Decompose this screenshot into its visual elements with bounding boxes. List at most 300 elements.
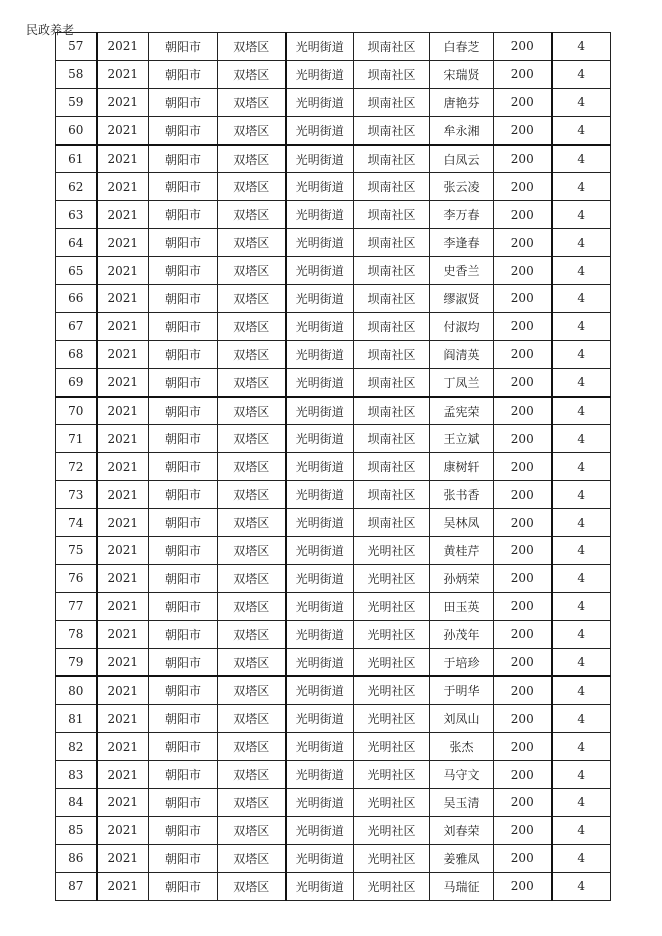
cell-street: 光明街道 <box>286 648 354 676</box>
cell-months: 4 <box>552 872 611 900</box>
cell-year: 2021 <box>97 648 149 676</box>
cell-city: 朝阳市 <box>149 88 218 116</box>
table-row <box>56 425 611 453</box>
cell-row-number: 76 <box>56 564 97 592</box>
cell-year: 2021 <box>97 201 149 229</box>
cell-district: 双塔区 <box>218 676 286 704</box>
cell-city: 朝阳市 <box>149 368 218 396</box>
cell-months: 4 <box>552 705 611 733</box>
cell-community: 光明社区 <box>354 648 430 676</box>
cell-months: 4 <box>552 564 611 592</box>
table-row <box>56 257 611 285</box>
cell-name: 张杰 <box>430 733 494 761</box>
cell-name: 王立斌 <box>430 425 494 453</box>
cell-community: 光明社区 <box>354 844 430 872</box>
cell-name: 阎清英 <box>430 340 494 368</box>
cell-city: 朝阳市 <box>149 201 218 229</box>
cell-community: 坝南社区 <box>354 397 430 425</box>
cell-street: 光明街道 <box>286 453 354 481</box>
cell-months: 4 <box>552 116 611 144</box>
cell-district: 双塔区 <box>218 705 286 733</box>
table-row <box>56 761 611 789</box>
cell-row-number: 57 <box>56 33 97 61</box>
cell-district: 双塔区 <box>218 648 286 676</box>
cell-district: 双塔区 <box>218 872 286 900</box>
cell-name: 黄桂芹 <box>430 537 494 565</box>
cell-year: 2021 <box>97 509 149 537</box>
cell-amount: 200 <box>494 60 552 88</box>
cell-city: 朝阳市 <box>149 537 218 565</box>
cell-city: 朝阳市 <box>149 145 218 173</box>
cell-row-number: 86 <box>56 844 97 872</box>
cell-district: 双塔区 <box>218 397 286 425</box>
cell-amount: 200 <box>494 761 552 789</box>
cell-row-number: 60 <box>56 116 97 144</box>
cell-amount: 200 <box>494 257 552 285</box>
cell-amount: 200 <box>494 173 552 201</box>
cell-year: 2021 <box>97 425 149 453</box>
table-row <box>56 173 611 201</box>
cell-year: 2021 <box>97 537 149 565</box>
cell-months: 4 <box>552 425 611 453</box>
cell-district: 双塔区 <box>218 312 286 340</box>
cell-name: 张书香 <box>430 481 494 509</box>
cell-city: 朝阳市 <box>149 733 218 761</box>
table-row <box>56 88 611 116</box>
cell-year: 2021 <box>97 481 149 509</box>
cell-amount: 200 <box>494 509 552 537</box>
cell-city: 朝阳市 <box>149 872 218 900</box>
cell-amount: 200 <box>494 201 552 229</box>
cell-district: 双塔区 <box>218 481 286 509</box>
table-row <box>56 705 611 733</box>
cell-year: 2021 <box>97 116 149 144</box>
cell-street: 光明街道 <box>286 733 354 761</box>
cell-street: 光明街道 <box>286 481 354 509</box>
cell-row-number: 58 <box>56 60 97 88</box>
cell-name: 白春芝 <box>430 33 494 61</box>
cell-year: 2021 <box>97 564 149 592</box>
cell-name: 史香兰 <box>430 257 494 285</box>
cell-district: 双塔区 <box>218 564 286 592</box>
cell-months: 4 <box>552 88 611 116</box>
cell-district: 双塔区 <box>218 285 286 313</box>
cell-city: 朝阳市 <box>149 173 218 201</box>
cell-name: 吴玉清 <box>430 789 494 817</box>
cell-amount: 200 <box>494 397 552 425</box>
cell-year: 2021 <box>97 312 149 340</box>
cell-months: 4 <box>552 340 611 368</box>
cell-amount: 200 <box>494 285 552 313</box>
cell-district: 双塔区 <box>218 453 286 481</box>
cell-street: 光明街道 <box>286 872 354 900</box>
document-title: 民政养老 <box>26 23 75 37</box>
cell-street: 光明街道 <box>286 592 354 620</box>
cell-community: 坝南社区 <box>354 116 430 144</box>
cell-city: 朝阳市 <box>149 592 218 620</box>
cell-street: 光明街道 <box>286 397 354 425</box>
cell-district: 双塔区 <box>218 537 286 565</box>
cell-district: 双塔区 <box>218 368 286 396</box>
cell-district: 双塔区 <box>218 340 286 368</box>
cell-city: 朝阳市 <box>149 676 218 704</box>
cell-row-number: 67 <box>56 312 97 340</box>
cell-year: 2021 <box>97 340 149 368</box>
cell-street: 光明街道 <box>286 229 354 257</box>
cell-row-number: 62 <box>56 173 97 201</box>
cell-street: 光明街道 <box>286 173 354 201</box>
cell-community: 坝南社区 <box>354 509 430 537</box>
cell-months: 4 <box>552 312 611 340</box>
cell-row-number: 81 <box>56 705 97 733</box>
cell-community: 光明社区 <box>354 816 430 844</box>
cell-months: 4 <box>552 592 611 620</box>
cell-name: 李逢春 <box>430 229 494 257</box>
table-row <box>56 312 611 340</box>
table-row <box>56 592 611 620</box>
cell-months: 4 <box>552 789 611 817</box>
cell-amount: 200 <box>494 312 552 340</box>
table-row <box>56 116 611 144</box>
cell-row-number: 84 <box>56 789 97 817</box>
cell-city: 朝阳市 <box>149 285 218 313</box>
cell-year: 2021 <box>97 676 149 704</box>
cell-street: 光明街道 <box>286 33 354 61</box>
cell-name: 牟永湘 <box>430 116 494 144</box>
cell-street: 光明街道 <box>286 340 354 368</box>
table-row <box>56 844 611 872</box>
cell-year: 2021 <box>97 733 149 761</box>
cell-months: 4 <box>552 761 611 789</box>
cell-city: 朝阳市 <box>149 648 218 676</box>
cell-community: 光明社区 <box>354 676 430 704</box>
cell-year: 2021 <box>97 368 149 396</box>
cell-district: 双塔区 <box>218 145 286 173</box>
cell-city: 朝阳市 <box>149 229 218 257</box>
cell-year: 2021 <box>97 229 149 257</box>
cell-community: 坝南社区 <box>354 33 430 61</box>
cell-months: 4 <box>552 397 611 425</box>
cell-row-number: 75 <box>56 537 97 565</box>
cell-community: 坝南社区 <box>354 481 430 509</box>
cell-amount: 200 <box>494 592 552 620</box>
table-row <box>56 676 611 704</box>
cell-year: 2021 <box>97 453 149 481</box>
cell-row-number: 63 <box>56 201 97 229</box>
cell-year: 2021 <box>97 592 149 620</box>
cell-district: 双塔区 <box>218 816 286 844</box>
cell-street: 光明街道 <box>286 705 354 733</box>
cell-row-number: 65 <box>56 257 97 285</box>
cell-district: 双塔区 <box>218 229 286 257</box>
cell-name: 姜雅凤 <box>430 844 494 872</box>
cell-year: 2021 <box>97 872 149 900</box>
cell-row-number: 78 <box>56 620 97 648</box>
cell-amount: 200 <box>494 425 552 453</box>
cell-community: 坝南社区 <box>354 145 430 173</box>
cell-street: 光明街道 <box>286 537 354 565</box>
cell-community: 光明社区 <box>354 872 430 900</box>
cell-amount: 200 <box>494 676 552 704</box>
cell-row-number: 64 <box>56 229 97 257</box>
cell-city: 朝阳市 <box>149 481 218 509</box>
cell-street: 光明街道 <box>286 88 354 116</box>
cell-name: 马瑞征 <box>430 872 494 900</box>
cell-amount: 200 <box>494 564 552 592</box>
cell-amount: 200 <box>494 705 552 733</box>
cell-community: 坝南社区 <box>354 340 430 368</box>
cell-name: 于明华 <box>430 676 494 704</box>
cell-street: 光明街道 <box>286 816 354 844</box>
table-row <box>56 145 611 173</box>
cell-amount: 200 <box>494 481 552 509</box>
cell-city: 朝阳市 <box>149 116 218 144</box>
cell-months: 4 <box>552 648 611 676</box>
cell-community: 坝南社区 <box>354 229 430 257</box>
cell-row-number: 77 <box>56 592 97 620</box>
cell-community: 坝南社区 <box>354 257 430 285</box>
cell-community: 坝南社区 <box>354 201 430 229</box>
cell-row-number: 73 <box>56 481 97 509</box>
cell-street: 光明街道 <box>286 285 354 313</box>
cell-row-number: 85 <box>56 816 97 844</box>
cell-street: 光明街道 <box>286 761 354 789</box>
cell-street: 光明街道 <box>286 844 354 872</box>
cell-district: 双塔区 <box>218 425 286 453</box>
cell-community: 光明社区 <box>354 620 430 648</box>
cell-row-number: 72 <box>56 453 97 481</box>
cell-street: 光明街道 <box>286 509 354 537</box>
cell-name: 康树轩 <box>430 453 494 481</box>
cell-name: 孙炳荣 <box>430 564 494 592</box>
cell-year: 2021 <box>97 285 149 313</box>
cell-street: 光明街道 <box>286 201 354 229</box>
table-row <box>56 481 611 509</box>
cell-months: 4 <box>552 173 611 201</box>
cell-street: 光明街道 <box>286 60 354 88</box>
cell-street: 光明街道 <box>286 368 354 396</box>
cell-amount: 200 <box>494 340 552 368</box>
cell-year: 2021 <box>97 145 149 173</box>
cell-year: 2021 <box>97 705 149 733</box>
cell-name: 张云凌 <box>430 173 494 201</box>
cell-amount: 200 <box>494 844 552 872</box>
cell-year: 2021 <box>97 761 149 789</box>
roster-table <box>55 32 611 901</box>
cell-year: 2021 <box>97 620 149 648</box>
cell-street: 光明街道 <box>286 312 354 340</box>
cell-row-number: 70 <box>56 397 97 425</box>
cell-city: 朝阳市 <box>149 844 218 872</box>
cell-months: 4 <box>552 620 611 648</box>
cell-name: 吴林凤 <box>430 509 494 537</box>
cell-name: 丁凤兰 <box>430 368 494 396</box>
table-row <box>56 648 611 676</box>
cell-row-number: 71 <box>56 425 97 453</box>
cell-city: 朝阳市 <box>149 453 218 481</box>
cell-amount: 200 <box>494 872 552 900</box>
cell-name: 白凤云 <box>430 145 494 173</box>
cell-year: 2021 <box>97 816 149 844</box>
cell-amount: 200 <box>494 88 552 116</box>
table-row <box>56 816 611 844</box>
table-row <box>56 537 611 565</box>
cell-row-number: 79 <box>56 648 97 676</box>
cell-community: 光明社区 <box>354 564 430 592</box>
cell-name: 马守文 <box>430 761 494 789</box>
cell-district: 双塔区 <box>218 33 286 61</box>
cell-district: 双塔区 <box>218 257 286 285</box>
table-row <box>56 33 611 61</box>
cell-community: 坝南社区 <box>354 425 430 453</box>
cell-amount: 200 <box>494 145 552 173</box>
cell-row-number: 59 <box>56 88 97 116</box>
cell-amount: 200 <box>494 620 552 648</box>
cell-months: 4 <box>552 33 611 61</box>
cell-district: 双塔区 <box>218 761 286 789</box>
cell-months: 4 <box>552 285 611 313</box>
cell-name: 孟宪荣 <box>430 397 494 425</box>
cell-street: 光明街道 <box>286 676 354 704</box>
cell-months: 4 <box>552 229 611 257</box>
cell-year: 2021 <box>97 397 149 425</box>
table-row <box>56 201 611 229</box>
cell-months: 4 <box>552 60 611 88</box>
cell-name: 田玉英 <box>430 592 494 620</box>
cell-amount: 200 <box>494 789 552 817</box>
cell-months: 4 <box>552 453 611 481</box>
cell-row-number: 68 <box>56 340 97 368</box>
cell-city: 朝阳市 <box>149 425 218 453</box>
cell-months: 4 <box>552 201 611 229</box>
cell-community: 光明社区 <box>354 733 430 761</box>
cell-amount: 200 <box>494 733 552 761</box>
cell-months: 4 <box>552 676 611 704</box>
cell-months: 4 <box>552 145 611 173</box>
cell-row-number: 61 <box>56 145 97 173</box>
cell-street: 光明街道 <box>286 620 354 648</box>
cell-district: 双塔区 <box>218 592 286 620</box>
cell-city: 朝阳市 <box>149 397 218 425</box>
cell-district: 双塔区 <box>218 116 286 144</box>
cell-community: 坝南社区 <box>354 312 430 340</box>
cell-amount: 200 <box>494 453 552 481</box>
table-row <box>56 60 611 88</box>
table-row <box>56 789 611 817</box>
cell-year: 2021 <box>97 789 149 817</box>
cell-community: 光明社区 <box>354 537 430 565</box>
cell-city: 朝阳市 <box>149 761 218 789</box>
cell-district: 双塔区 <box>218 620 286 648</box>
cell-street: 光明街道 <box>286 145 354 173</box>
table-row <box>56 564 611 592</box>
cell-name: 孙茂年 <box>430 620 494 648</box>
cell-amount: 200 <box>494 33 552 61</box>
cell-community: 光明社区 <box>354 705 430 733</box>
cell-year: 2021 <box>97 88 149 116</box>
cell-city: 朝阳市 <box>149 312 218 340</box>
cell-year: 2021 <box>97 257 149 285</box>
cell-community: 坝南社区 <box>354 285 430 313</box>
cell-year: 2021 <box>97 60 149 88</box>
cell-amount: 200 <box>494 648 552 676</box>
cell-row-number: 82 <box>56 733 97 761</box>
cell-street: 光明街道 <box>286 789 354 817</box>
cell-months: 4 <box>552 481 611 509</box>
cell-row-number: 66 <box>56 285 97 313</box>
cell-amount: 200 <box>494 816 552 844</box>
cell-city: 朝阳市 <box>149 789 218 817</box>
cell-name: 宋瑞贤 <box>430 60 494 88</box>
cell-street: 光明街道 <box>286 425 354 453</box>
cell-row-number: 87 <box>56 872 97 900</box>
cell-amount: 200 <box>494 537 552 565</box>
cell-city: 朝阳市 <box>149 620 218 648</box>
cell-community: 光明社区 <box>354 761 430 789</box>
cell-city: 朝阳市 <box>149 816 218 844</box>
cell-name: 刘凤山 <box>430 705 494 733</box>
cell-months: 4 <box>552 537 611 565</box>
cell-year: 2021 <box>97 173 149 201</box>
cell-amount: 200 <box>494 229 552 257</box>
cell-city: 朝阳市 <box>149 60 218 88</box>
cell-months: 4 <box>552 509 611 537</box>
table-row <box>56 509 611 537</box>
cell-city: 朝阳市 <box>149 564 218 592</box>
table-row <box>56 397 611 425</box>
cell-city: 朝阳市 <box>149 705 218 733</box>
cell-row-number: 83 <box>56 761 97 789</box>
cell-community: 坝南社区 <box>354 88 430 116</box>
cell-name: 唐艳芬 <box>430 88 494 116</box>
table-row <box>56 872 611 900</box>
cell-community: 坝南社区 <box>354 173 430 201</box>
cell-name: 李万春 <box>430 201 494 229</box>
cell-community: 光明社区 <box>354 789 430 817</box>
table-row <box>56 340 611 368</box>
cell-street: 光明街道 <box>286 257 354 285</box>
cell-street: 光明街道 <box>286 116 354 144</box>
cell-months: 4 <box>552 368 611 396</box>
cell-months: 4 <box>552 733 611 761</box>
cell-street: 光明街道 <box>286 564 354 592</box>
cell-city: 朝阳市 <box>149 509 218 537</box>
cell-amount: 200 <box>494 368 552 396</box>
cell-year: 2021 <box>97 844 149 872</box>
table-row <box>56 733 611 761</box>
cell-city: 朝阳市 <box>149 340 218 368</box>
table-row <box>56 453 611 481</box>
table-row <box>56 229 611 257</box>
cell-district: 双塔区 <box>218 173 286 201</box>
cell-district: 双塔区 <box>218 509 286 537</box>
cell-name: 付淑均 <box>430 312 494 340</box>
cell-row-number: 74 <box>56 509 97 537</box>
cell-city: 朝阳市 <box>149 33 218 61</box>
cell-months: 4 <box>552 816 611 844</box>
table-row <box>56 285 611 313</box>
cell-row-number: 69 <box>56 368 97 396</box>
cell-community: 坝南社区 <box>354 368 430 396</box>
cell-district: 双塔区 <box>218 88 286 116</box>
cell-district: 双塔区 <box>218 60 286 88</box>
cell-district: 双塔区 <box>218 844 286 872</box>
cell-district: 双塔区 <box>218 201 286 229</box>
cell-months: 4 <box>552 257 611 285</box>
cell-district: 双塔区 <box>218 733 286 761</box>
cell-amount: 200 <box>494 116 552 144</box>
cell-name: 刘春荣 <box>430 816 494 844</box>
